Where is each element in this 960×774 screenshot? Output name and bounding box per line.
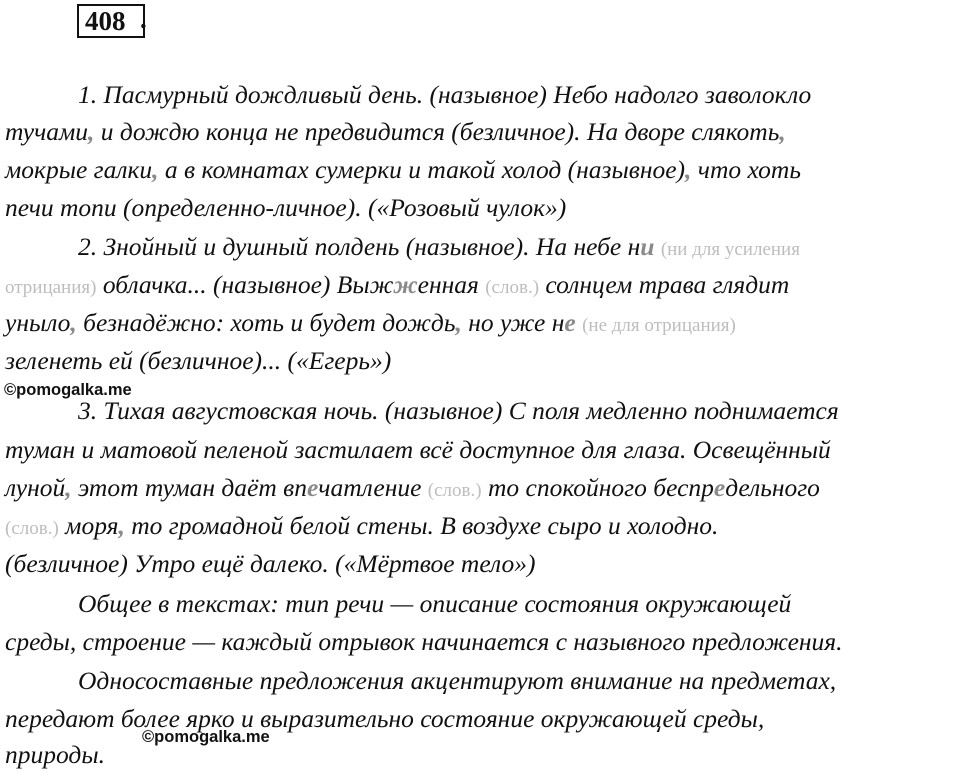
text-segment: передают более ярко и выразительно состояние окружающей среды,	[5, 704, 765, 733]
text-line-7	[5, 308, 736, 341]
text-segment: то громадной белой стены. В воздухе сыро и холодно.	[124, 511, 719, 540]
text-segment: туман и матовой пеленой застилает всё доступное для глаза. Освещённый	[5, 435, 831, 464]
highlight-mark: е	[564, 308, 576, 337]
text-segment: этот туман даёт вп	[71, 473, 307, 502]
annotation-note: (слов.)	[427, 480, 482, 501]
highlight-mark: ,	[70, 308, 77, 337]
highlight-mark: ,	[685, 155, 692, 184]
text-line-4	[5, 193, 566, 223]
text-line-14	[78, 589, 791, 619]
exercise-number-dot: .	[140, 4, 147, 34]
text-segment: 2. Знойный и душный полдень (назывное). На небе н	[78, 232, 641, 261]
text-line-3	[5, 155, 801, 185]
text-segment: зеленеть ей (безличное)... («Егерь»)	[5, 346, 392, 375]
highlight-mark: ,	[65, 473, 72, 502]
text-segment: безнадёжно: хоть и будет дождь	[76, 308, 456, 337]
text-segment: дельного	[725, 473, 820, 502]
text-line-6	[5, 270, 789, 303]
highlight-mark: ,	[779, 117, 786, 146]
text-segment: моря	[58, 511, 119, 540]
text-line-1	[78, 80, 811, 110]
text-segment: 3. Тихая августовская ночь. (назывное) С поля медленно поднимается	[78, 396, 839, 425]
text-segment: уныло	[5, 308, 71, 337]
text-line-17	[5, 704, 764, 734]
text-segment: печи топи (определенно-личное). («Розовый чулок»)	[5, 193, 567, 222]
text-line-5	[78, 232, 800, 265]
text-segment: но уже н	[461, 308, 565, 337]
exercise-number-box	[77, 4, 145, 38]
text-segment: а в комнатах сумерки и такой холод (назывное)	[158, 155, 686, 184]
annotation-note: (слов.)	[5, 518, 59, 539]
text-line-13	[5, 549, 535, 579]
text-segment: мокрые галки	[5, 155, 153, 184]
text-segment: (безличное) Утро ещё далеко. («Мёртвое тело»)	[5, 549, 536, 578]
highlight-mark: ж	[393, 270, 418, 299]
text-line-12	[5, 511, 718, 544]
text-line-15	[5, 627, 843, 657]
text-line-18	[5, 740, 105, 770]
highlight-mark: ,	[455, 308, 462, 337]
text-segment: и дождю конца не предвидится (безличное). На дворе слякоть	[94, 117, 780, 146]
exercise-number: 408	[85, 6, 126, 36]
highlight-mark: е	[713, 473, 726, 502]
text-segment: Односоставные предложения акцентируют внимание на предметах,	[78, 666, 837, 695]
text-segment: Общее в текстах: тип речи — описание состояния окружающей	[78, 589, 792, 618]
text-line-2	[5, 117, 786, 147]
watermark-top: ©pomogalka.me	[4, 381, 132, 399]
highlight-mark: ,	[88, 117, 95, 146]
text-segment: облачка... (назывное) Выж	[96, 270, 394, 299]
text-segment: луной	[5, 473, 66, 502]
text-segment: чатление	[318, 473, 428, 502]
text-segment: то спокойного беспр	[481, 473, 714, 502]
annotation-note: отрицания)	[5, 277, 97, 298]
text-line-16	[78, 666, 836, 696]
text-segment: 1. Пасмурный дождливый день. (назывное) Небо надолго заволокло	[78, 80, 812, 109]
text-segment: среды, строение — каждый отрывок начинается с назывного предложения.	[5, 627, 843, 656]
highlight-mark: е	[306, 473, 319, 502]
text-line-9	[78, 396, 839, 426]
text-line-8	[5, 346, 391, 376]
watermark-bottom: ©pomogalka.me	[142, 728, 270, 746]
highlight-mark: ,	[118, 511, 125, 540]
highlight-mark: ,	[152, 155, 159, 184]
text-segment: тучами	[5, 117, 89, 146]
text-segment: что хоть	[691, 155, 801, 184]
text-segment: природы.	[5, 740, 105, 769]
text-line-11	[5, 473, 820, 506]
annotation-note: (не для отрицания)	[582, 315, 736, 336]
annotation-note: (ни для усиления	[660, 239, 800, 260]
text-segment: енная	[417, 270, 486, 299]
highlight-mark: и	[640, 232, 655, 261]
text-line-10	[5, 435, 831, 465]
annotation-note: (слов.)	[485, 277, 540, 298]
text-segment: солнцем трава глядит	[539, 270, 790, 299]
